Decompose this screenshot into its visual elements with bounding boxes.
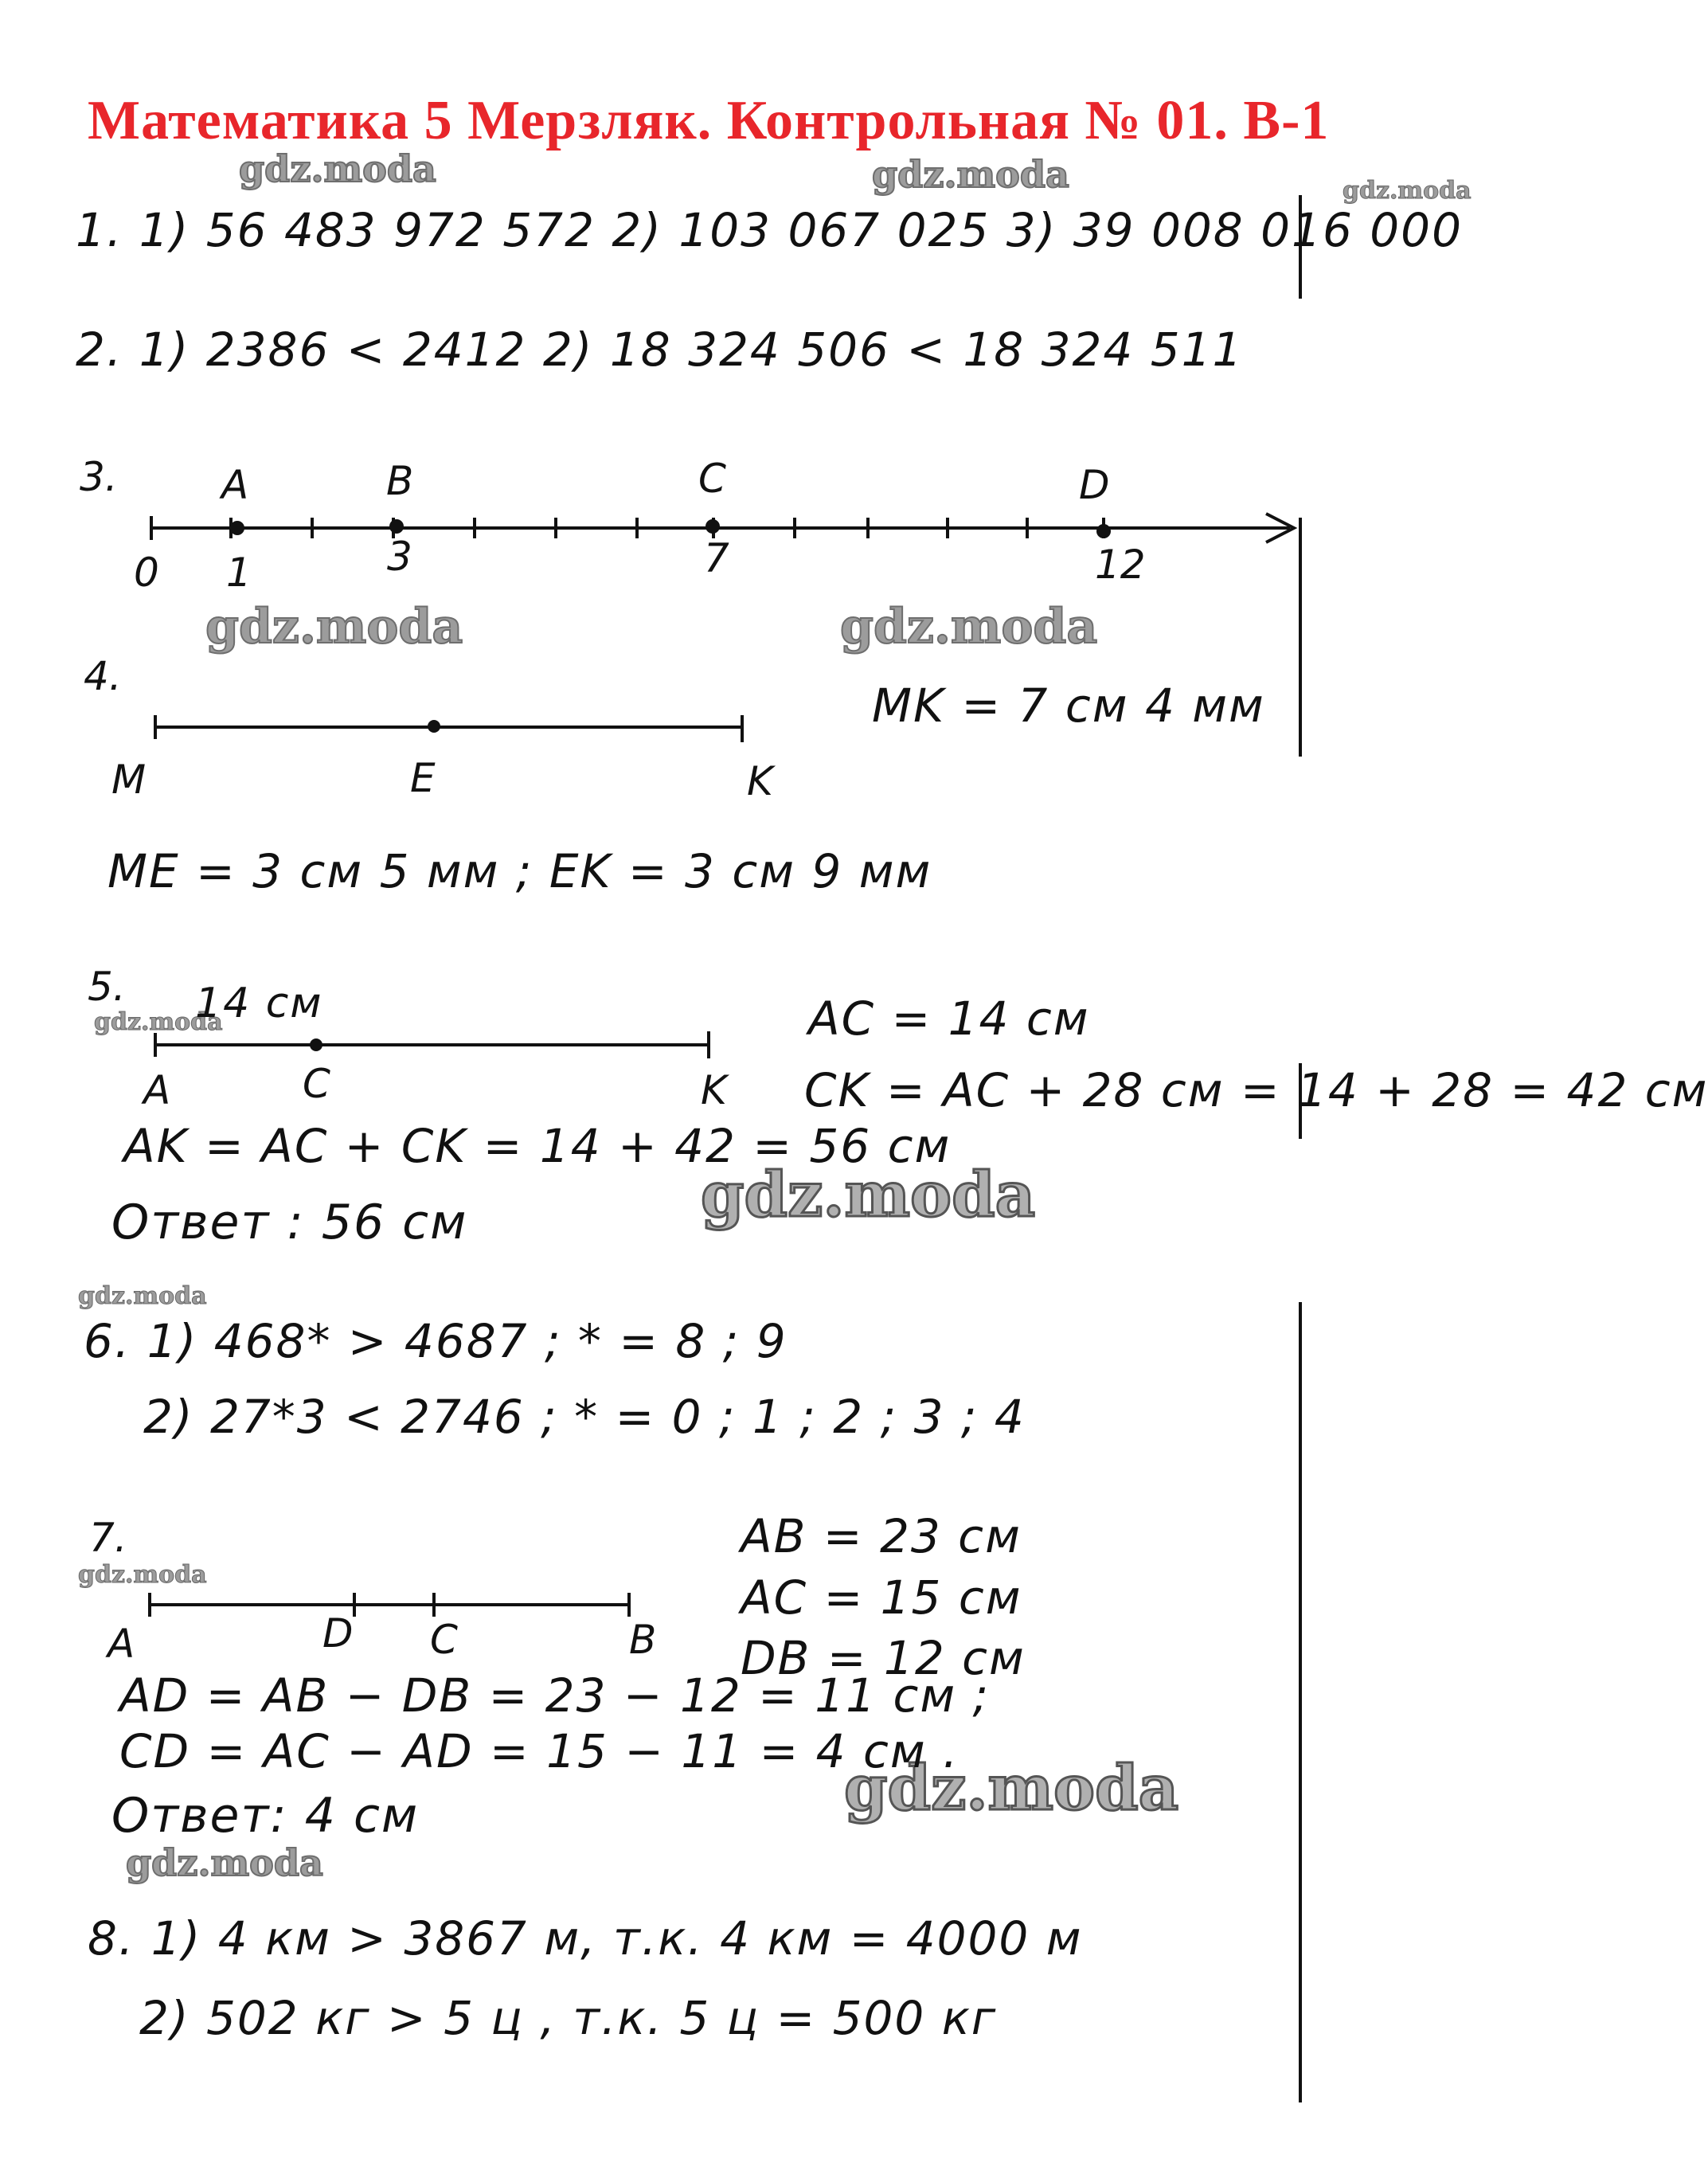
watermark: gdz.moda — [701, 1159, 1036, 1231]
task5-seg-label: 14 см — [195, 980, 323, 1027]
label-a-7: A — [107, 1621, 135, 1667]
point-b — [389, 519, 404, 534]
task5-answer: Ответ : 56 см — [111, 1195, 468, 1250]
watermark: gdz.moda — [78, 1282, 207, 1310]
segment-ab — [150, 1593, 629, 1617]
segment-mk — [155, 715, 742, 742]
task8-line1: 8. 1) 4 км > 3867 м, т.к. 4 км = 4000 м — [88, 1911, 1083, 1965]
task7-answer: Ответ: 4 см — [111, 1788, 420, 1844]
point-c-value: 7 — [704, 535, 729, 581]
task7-number: 7. — [89, 1515, 127, 1561]
label-c-5: C — [303, 1061, 330, 1107]
watermark: gdz.moda — [94, 1008, 223, 1036]
point-e — [428, 720, 440, 733]
label-k-5: K — [701, 1067, 727, 1113]
label-c-7: C — [430, 1617, 458, 1663]
task6-line2: 2) 27*3 < 2746 ; * = 0 ; 1 ; 2 ; 3 ; 4 — [143, 1390, 1026, 1444]
task5-number: 5. — [88, 964, 126, 1010]
point-c-5 — [310, 1038, 322, 1051]
point-a-value: 1 — [226, 550, 252, 596]
task6-line1: 6. 1) 468* > 4687 ; * = 8 ; 9 — [84, 1314, 788, 1368]
task7-cd: CD = AC − AD = 15 − 11 = 4 см . — [119, 1724, 960, 1778]
point-c — [705, 519, 720, 534]
task7-ac: AC = 15 см — [741, 1570, 1022, 1625]
watermark: gdz.moda — [872, 153, 1069, 196]
label-m: M — [111, 757, 147, 803]
label-e: E — [410, 755, 436, 801]
task7-ab: AB = 23 см — [741, 1509, 1022, 1563]
task4-mk: MK = 7 см 4 мм — [872, 679, 1265, 733]
segment-ak — [155, 1031, 709, 1058]
label-b-7: B — [629, 1617, 657, 1663]
task4-number: 4. — [84, 653, 122, 699]
point-d-label: D — [1079, 462, 1110, 508]
task5-ac: AC = 14 см — [808, 992, 1090, 1046]
point-b-value: 3 — [387, 534, 412, 580]
watermark: gdz.moda — [205, 599, 463, 655]
watermark: gdz.moda — [1343, 177, 1472, 205]
label-d-7: D — [322, 1610, 354, 1656]
task2-line: 2. 1) 2386 < 2412 2) 18 324 506 < 18 324 511 — [76, 323, 1244, 377]
task8-line2: 2) 502 кг > 5 ц , т.к. 5 ц = 500 кг — [139, 1991, 998, 2045]
point-a — [230, 521, 244, 535]
point-d — [1096, 524, 1111, 538]
task5-ak: AK = AC + CK = 14 + 42 = 56 см — [123, 1119, 952, 1173]
task3-number: 3. — [80, 454, 118, 500]
task7-db: DB = 12 см — [741, 1631, 1026, 1685]
page-title: Математика 5 Мерзляк. Контрольная № 01. В-1 — [88, 90, 1330, 151]
watermark: gdz.moda — [78, 1561, 207, 1589]
point-d-value: 12 — [1095, 542, 1146, 588]
watermark: gdz.moda — [840, 599, 1098, 655]
label-k: K — [747, 758, 773, 804]
origin-label: 0 — [134, 550, 159, 596]
label-a-5: A — [143, 1067, 171, 1113]
point-a-label: A — [221, 462, 249, 508]
task4-answer: ME = 3 см 5 мм ; EK = 3 см 9 мм — [107, 844, 932, 898]
task7-ad: AD = AB − DB = 23 − 12 = 11 см ; — [119, 1668, 991, 1723]
watermark: gdz.moda — [239, 147, 436, 190]
watermark: gdz.moda — [844, 1752, 1179, 1825]
point-c-label: C — [698, 456, 726, 502]
task1-line: 1. 1) 56 483 972 572 2) 103 067 025 3) 39 008 016 000 — [76, 203, 1463, 257]
watermark: gdz.moda — [126, 1841, 323, 1884]
task5-ck: CK = AC + 28 см = 14 + 28 = 42 см — [804, 1063, 1708, 1117]
point-b-label: B — [386, 458, 414, 504]
